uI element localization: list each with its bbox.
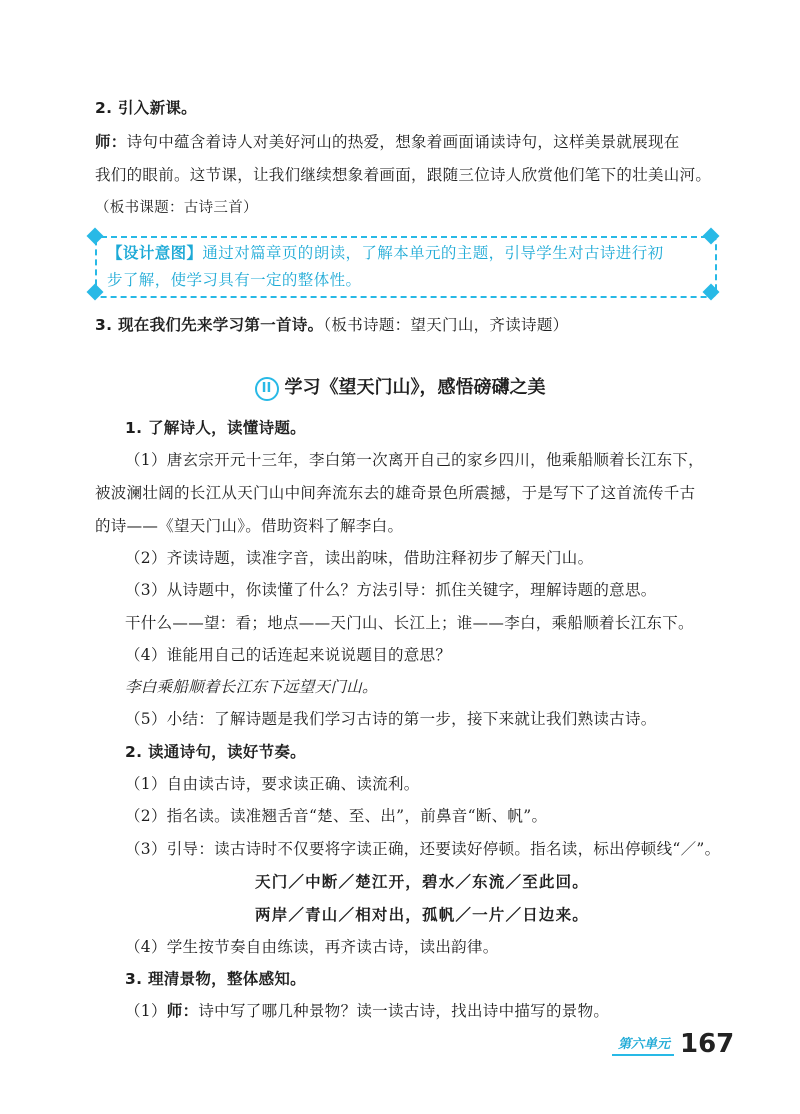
- design-intent-line2: 步了解，使学习具有一定的整体性。: [107, 271, 362, 289]
- part3-teacher-label: 师：: [166, 1002, 199, 1020]
- design-intent-text-1: 通过对篇章页的朗读，了解本单元的主题，引导学生对古诗进行初: [202, 244, 664, 262]
- poem-line1: 天门／中断／楚江开，碧水／东流／至此回。: [255, 873, 590, 891]
- part1-p4-answer: 李白乘船顺着长江东下远望天门山。: [125, 678, 378, 696]
- part1-p1-line2: 被波澜壮阔的长江从天门山中间奔流东去的雄奇景色所震撼，于是写下了这首流传千古: [95, 484, 696, 502]
- part3-p1-prefix: （1）: [125, 1002, 167, 1020]
- teacher-label: 师：: [95, 133, 127, 151]
- footer-rule: [612, 1054, 674, 1056]
- part2-p4: （4）学生按节奏自由练读，再齐读古诗，读出韵律。: [125, 938, 499, 956]
- part2-p3: （3）引导：读古诗时不仅要将字读正确，还要读好停顿。指名读，标出停顿线“／”。: [125, 840, 721, 858]
- part1-p3-detail: 干什么——望：看；地点——天门山、长江上；谁——李白，乘船顺着长江东下。: [125, 614, 694, 632]
- part1-p1-line1: （1）唐玄宗开元十三年，李白第一次离开自己的家乡四川，他乘船顺着长江东下，: [125, 451, 704, 469]
- part1-p5: （5）小结：了解诗题是我们学习古诗的第一步，接下来就让我们熟读古诗。: [125, 710, 657, 728]
- part1-heading: 1. 了解诗人，读懂诗题。: [125, 419, 306, 437]
- part3-heading: 3. 理清景物，整体感知。: [125, 970, 306, 988]
- intro-paragraph-line1: [95, 132, 680, 152]
- part1-p3: （3）从诗题中，你读懂了什么？方法引导：抓住关键字，理解诗题的意思。: [125, 581, 657, 599]
- design-intent-line1: [107, 243, 664, 263]
- part1-p1-line3: 的诗——《望天门山》。借助资料了解李白。: [95, 517, 404, 535]
- section-title-text: 学习《望天门山》，感悟磅礴之美: [284, 377, 546, 398]
- step3-main: 3. 现在我们先来学习第一首诗。: [95, 316, 324, 334]
- poem-line2: 两岸／青山／相对出，孤帆／一片／日边来。: [255, 906, 590, 924]
- step2-heading: 2. 引入新课。: [95, 99, 197, 117]
- part1-p2: （2）齐读诗题，读准字音，读出韵味，借助注释初步了解天门山。: [125, 549, 594, 567]
- part2-p2: （2）指名读。读准翘舌音“楚、至、出”，前鼻音“断、帆”。: [125, 807, 548, 825]
- unit-label: 第六单元: [618, 1037, 671, 1052]
- part3-p1-text: 诗中写了哪几种景物？读一读古诗，找出诗中描写的景物。: [198, 1002, 610, 1020]
- step3-note: （板书诗题：望天门山，齐读诗题）: [323, 316, 569, 334]
- page-number: 167: [680, 1029, 735, 1059]
- intro-text-1: 诗句中蕴含着诗人对美好河山的热爱，想象着画面诵读诗句，这样美景就展现在: [126, 133, 680, 151]
- part2-heading: 2. 读通诗句，读好节奏。: [125, 743, 306, 761]
- part3-p1: [125, 1001, 609, 1021]
- section-number-badge: II: [255, 377, 279, 401]
- section-title: [0, 376, 800, 401]
- intro-paragraph-line2: 我们的眼前。这节课，让我们继续想象着画面，跟随三位诗人欣赏他们笔下的壮美山河。: [95, 166, 712, 184]
- step3-line: [95, 315, 568, 335]
- board-note: （板书课题：古诗三首）: [95, 200, 258, 216]
- part2-p1: （1）自由读古诗，要求读正确、读流利。: [125, 775, 420, 793]
- design-intent-tag: 【设计意图】: [107, 244, 203, 262]
- part1-p4: （4）谁能用自己的话连起来说说题目的意思？: [125, 646, 452, 664]
